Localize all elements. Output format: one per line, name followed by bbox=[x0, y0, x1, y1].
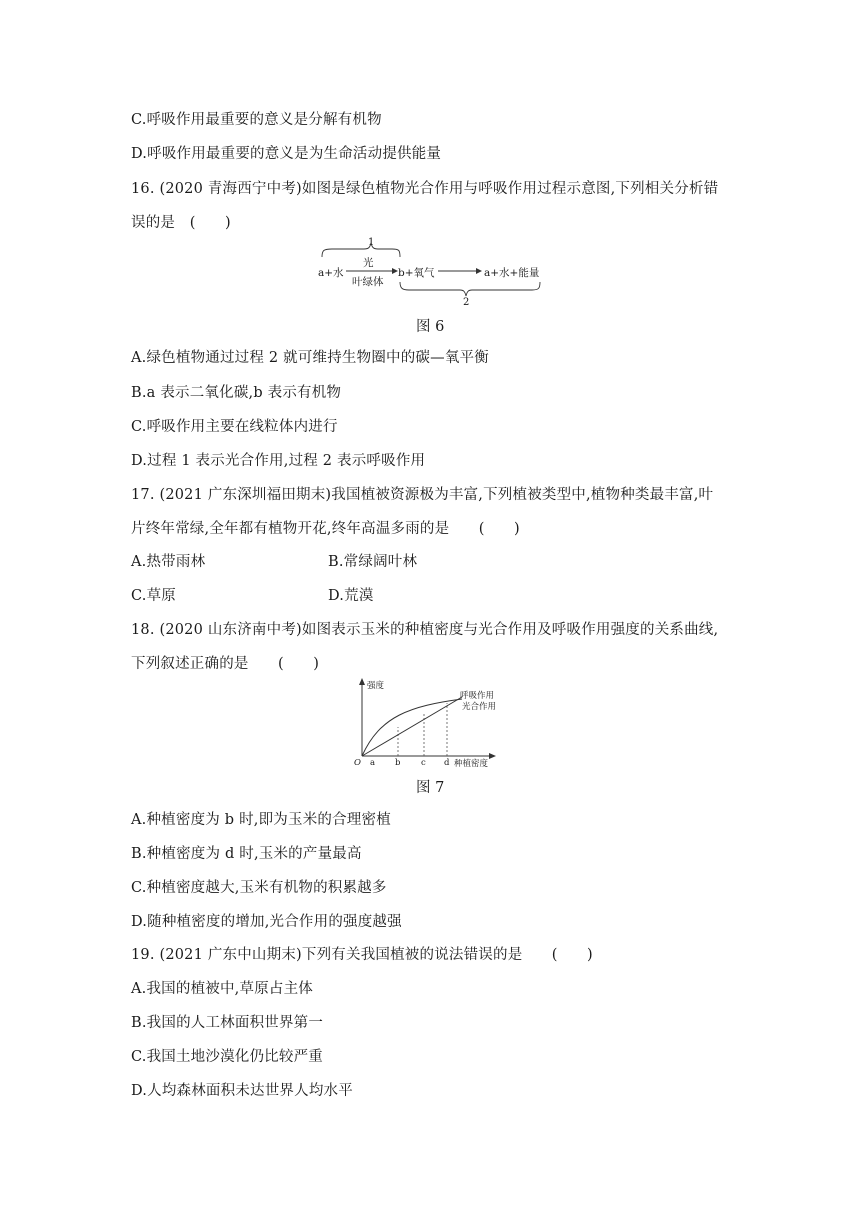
q17-options-row1 bbox=[131, 553, 418, 571]
brace-2 bbox=[400, 282, 540, 296]
arrow-bottom-label: 叶绿体 bbox=[352, 276, 384, 288]
q18-option-d: D.随种植密度的增加,光合作用的强度越强 bbox=[131, 914, 402, 930]
q16-diagram bbox=[312, 236, 548, 308]
q16-middle-term: b+氧气 bbox=[398, 267, 435, 279]
x-axis-label: 种植密度 bbox=[454, 759, 489, 769]
origin-label: O bbox=[354, 758, 361, 768]
option-d-prev: D.呼吸作用最重要的意义是为生命活动提供能量 bbox=[131, 146, 442, 162]
q19-option-c: C.我国土地沙漠化仍比较严重 bbox=[131, 1049, 323, 1065]
q18-chart bbox=[350, 676, 510, 770]
q18-option-b: B.种植密度为 d 时,玉米的产量最高 bbox=[131, 846, 362, 862]
q16-option-d: D.过程 1 表示光合作用,过程 2 表示呼吸作用 bbox=[131, 453, 426, 469]
figure-7-caption: 图 7 bbox=[416, 780, 445, 796]
series-label-respiration: 呼吸作用 bbox=[460, 691, 495, 701]
q16-right-term: a+水+能量 bbox=[484, 267, 540, 279]
q18-option-c: C.种植密度越大,玉米有机物的积累越多 bbox=[131, 880, 387, 896]
q19-option-b: B.我国的人工林面积世界第一 bbox=[131, 1015, 324, 1031]
option-c-prev: C.呼吸作用最重要的意义是分解有机物 bbox=[131, 112, 382, 128]
q17-stem-line1: 17. (2021 广东深圳福田期末)我国植被资源极为丰富,下列植被类型中,植物种类最丰富,叶 bbox=[131, 487, 714, 503]
tick-label-a: a bbox=[370, 758, 376, 768]
q16-stem-line2: 误的是 ( ) bbox=[131, 215, 231, 231]
q17-option-d: D.荒漠 bbox=[328, 588, 374, 604]
q18-stem-line2: 下列叙述正确的是 ( ) bbox=[131, 656, 320, 672]
q16-option-b: B.a 表示二氧化碳,b 表示有机物 bbox=[131, 385, 342, 401]
y-axis-label: 强度 bbox=[367, 681, 385, 691]
q19-option-a: A.我国的植被中,草原占主体 bbox=[131, 981, 313, 997]
tick-label-b: b bbox=[395, 758, 401, 768]
q18-stem-line1: 18. (2020 山东济南中考)如图表示玉米的种植密度与光合作用及呼吸作用强度的关系曲线, bbox=[131, 622, 719, 638]
tick-label-d: d bbox=[444, 758, 450, 768]
series-label-photosynthesis: 光合作用 bbox=[462, 702, 497, 712]
q16-option-c: C.呼吸作用主要在线粒体内进行 bbox=[131, 419, 338, 435]
label-2: 2 bbox=[463, 297, 470, 308]
q17-stem-line2: 片终年常绿,全年都有植物开花,终年高温多雨的是 ( ) bbox=[131, 521, 520, 537]
q16-left-term: a+水 bbox=[318, 267, 344, 279]
brace-1 bbox=[322, 243, 400, 257]
q17-option-a: A.热带雨林 bbox=[131, 554, 206, 570]
q17-option-c: C.草原 bbox=[131, 588, 176, 604]
q19-option-d: D.人均森林面积未达世界人均水平 bbox=[131, 1083, 353, 1099]
q17-option-b: B.常绿阔叶林 bbox=[328, 554, 418, 570]
label-1: 1 bbox=[368, 237, 375, 248]
q16-option-a: A.绿色植物通过过程 2 就可维持生物圈中的碳—氧平衡 bbox=[131, 350, 489, 366]
arrow-top-label: 光 bbox=[363, 257, 374, 269]
q18-option-a: A.种植密度为 b 时,即为玉米的合理密植 bbox=[131, 812, 391, 828]
q16-stem-line1: 16. (2020 青海西宁中考)如图是绿色植物光合作用与呼吸作用过程示意图,下列相关分析错 bbox=[131, 181, 719, 197]
q19-stem: 19. (2021 广东中山期末)下列有关我国植被的说法错误的是 ( ) bbox=[131, 947, 593, 963]
tick-label-c: c bbox=[421, 758, 426, 768]
q17-options-row2 bbox=[131, 587, 374, 605]
figure-6-caption: 图 6 bbox=[416, 319, 445, 335]
